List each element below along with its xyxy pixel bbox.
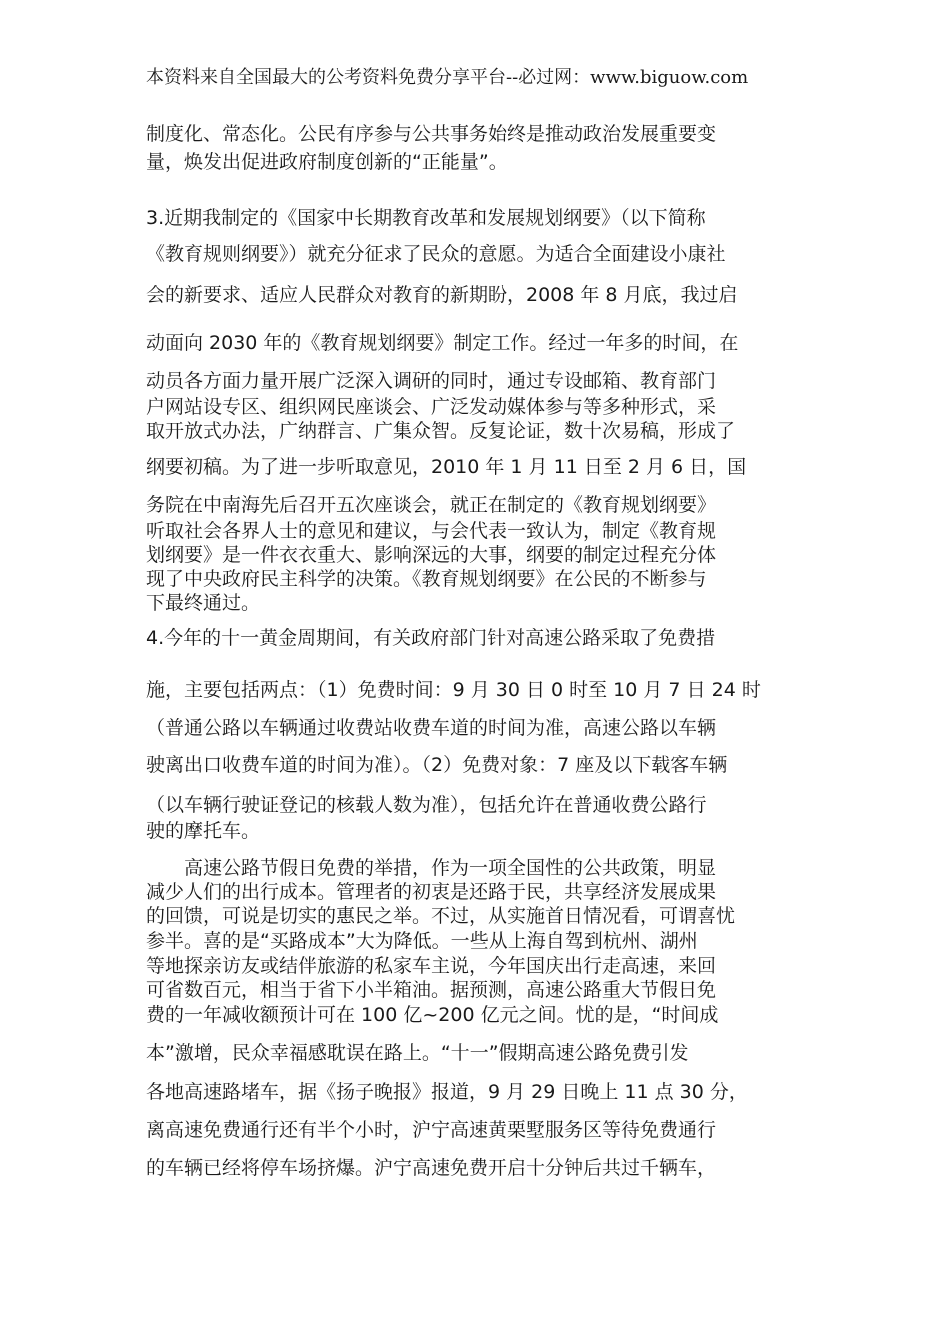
text-line: 3.近期我制定的《国家中长期教育改革和发展规划纲要》（以下简称: [146, 207, 706, 229]
text-line: 参半。喜的是“买路成本”大为降低。一些从上海自驾到杭州、湖州: [146, 930, 698, 952]
text-line: 离高速免费通行还有半个小时，沪宁高速黄栗墅服务区等待免费通行: [146, 1119, 717, 1141]
text-line: 等地探亲访友或结伴旅游的私家车主说，今年国庆出行走高速，来回: [146, 955, 717, 977]
text-line: 量，焕发出促进政府制度创新的“正能量”。: [146, 151, 508, 173]
text-line: 减少人们的出行成本。管理者的初衷是还路于民，共享经济发展成果: [146, 881, 717, 903]
text-line: 驶的摩托车。: [146, 820, 261, 842]
text-line: 制度化、常态化。公民有序参与公共事务始终是推动政治发展重要变: [146, 123, 717, 145]
text-line: 下最终通过。: [146, 592, 261, 614]
text-line: 的回馈，可说是切实的惠民之举。不过，从实施首日情况看，可谓喜忧: [146, 905, 736, 927]
text-line: 动员各方面力量开展广泛深入调研的同时，通过专设邮箱、教育部门: [146, 370, 717, 392]
text-line: （普通公路以车辆通过收费站收费车道的时间为准，高速公路以车辆: [146, 717, 717, 739]
text-line: 划纲要》是一件衣衣重大、影响深远的大事，纲要的制定过程充分体: [146, 544, 717, 566]
text-line: 取开放式办法，广纳群言、广集众智。反复论证，数十次易稿，形成了: [146, 420, 736, 442]
text-line: 可省数百元，相当于省下小半箱油。据预测，高速公路重大节假日免: [146, 979, 717, 1001]
text-line: 听取社会各界人士的意见和建议，与会代表一致认为，制定《教育规: [146, 520, 717, 542]
text-line: 4.今年的十一黄金周期间，有关政府部门针对高速公路采取了免费措: [146, 627, 716, 649]
text-line: （以车辆行驶证登记的核载人数为准），包括允许在普通收费公路行: [146, 794, 707, 816]
text-line: 《教育规则纲要》）就充分征求了民众的意愿。为适合全面建设小康社: [146, 243, 726, 265]
text-line: 纲要初稿。为了进一步听取意见，2010 年 1 月 11 日至 2 月 6 日，国: [146, 456, 747, 478]
text-line: 费的一年减收额预计可在 100 亿~200 亿元之间。忧的是，“时间成: [146, 1004, 719, 1026]
text-line: 会的新要求、适应人民群众对教育的新期盼，2008 年 8 月底，我过启: [146, 284, 738, 306]
text-line: 驶离出口收费车道的时间为准）。（2）免费对象：7 座及以下载客车辆: [146, 754, 728, 776]
text-line: 各地高速路堵车，据《扬子晚报》报道，9 月 29 日晚上 11 点 30 分，: [146, 1081, 748, 1103]
text-line: 现了中央政府民主科学的决策。《教育规划纲要》在公民的不断参与: [146, 568, 707, 590]
text-line: 高速公路节假日免费的举措，作为一项全国性的公共政策，明显: [146, 857, 717, 879]
text-line: 本”激增，民众幸福感耽误在路上。“十一”假期高速公路免费引发: [146, 1042, 689, 1064]
text-line: 户网站设专区、组织网民座谈会、广泛发动媒体参与等多种形式，采: [146, 396, 717, 418]
text-line: 施，主要包括两点：（1）免费时间：9 月 30 日 0 时至 10 月 7 日 24 时: [146, 679, 761, 701]
text-line: 动面向 2030 年的《教育规划纲要》制定工作。经过一年多的时间，在: [146, 332, 739, 354]
text-line: 的车辆已经将停车场挤爆。沪宁高速免费开启十分钟后共过千辆车，: [146, 1157, 717, 1179]
text-line: 务院在中南海先后召开五次座谈会，就正在制定的《教育规划纲要》: [146, 494, 717, 516]
page-header: 本资料来自全国最大的公考资料免费分享平台--必过网：www.biguow.com: [146, 67, 749, 88]
